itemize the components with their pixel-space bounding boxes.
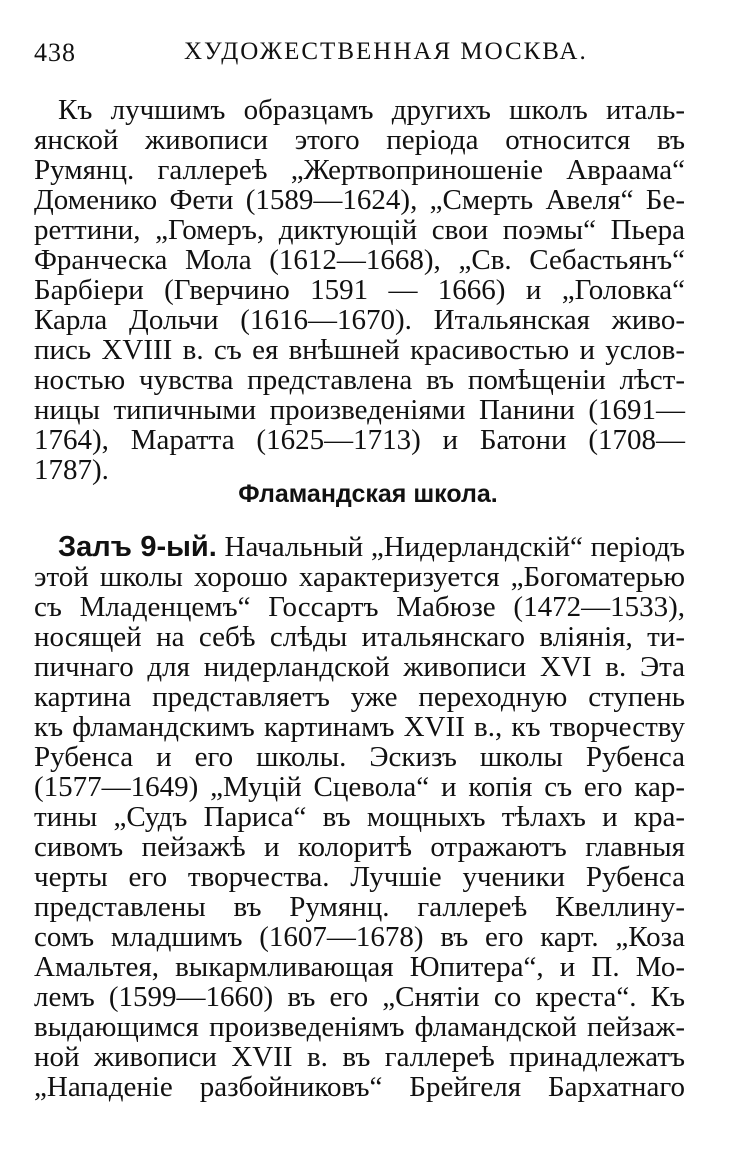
text-line: черты его творчества. Лучшіе ученики Рубенса: [34, 861, 685, 893]
text-line: тины „Судъ Париса“ въ мощныхъ тѣлахъ и кра-: [34, 801, 685, 833]
text-line: Доменико Фети (1589—1624), „Смерть Авеля“ Бе-: [34, 184, 685, 216]
text-line: янской живописи этого періода относится въ: [34, 124, 685, 156]
text-line: 1764), Маратта (1625—1713) и Батони (1708—: [34, 424, 685, 456]
text-line: Румянц. галлереѣ „Жертвоприношеніе Авраама“: [34, 154, 685, 186]
text-line: пичнаго для нидерландской живописи XVI в. Эта: [34, 651, 685, 683]
text-line: сивомъ пейзажѣ и колоритѣ отражаютъ главныя: [34, 831, 685, 863]
text-line: картина представляетъ уже переходную ступень: [34, 681, 685, 713]
section-heading: Фламандская школа.: [238, 480, 498, 508]
page-header: [34, 38, 634, 78]
text-line: (1577—1649) „Муцій Сцевола“ и копія съ его кар-: [34, 771, 685, 803]
text-line: лемъ (1599—1660) въ его „Снятіи со креста“. Къ: [34, 981, 685, 1013]
page-number: 438: [34, 38, 76, 67]
text-line: реттини, „Гомеръ, диктующій свои поэмы“ Пьера: [34, 214, 685, 246]
hall-label: Залъ 9-ый.: [58, 531, 217, 563]
text-line: къ фламандскимъ картинамъ XVII в., къ творчеству: [34, 711, 685, 743]
running-title: ХУДОЖЕСТВЕННАЯ МОСКВА.: [184, 38, 588, 65]
text-line-rest: Начальный „Нидерландскій“ періодъ: [224, 531, 685, 563]
text-line: представлены въ Румянц. галлереѣ Квеллину-: [34, 891, 685, 923]
text-line: выдающимся произведеніямъ фламандской пейзаж-: [34, 1011, 685, 1043]
text-line: Къ лучшимъ образцамъ другихъ школъ италь-: [58, 94, 685, 126]
text-line: „Нападеніе разбойниковъ“ Брейгеля Бархатнаго: [34, 1071, 685, 1103]
text-line: съ Младенцемъ“ Госсартъ Мабюзе (1472—1533),: [34, 591, 685, 623]
text-line: Рубенса и его школы. Эскизъ школы Рубенса: [34, 741, 685, 773]
text-line: носящей на себѣ слѣды итальянскаго вліянія, ти-: [34, 621, 685, 653]
text-line: ницы типичными произведеніями Панини (1691—: [34, 394, 685, 426]
text-line: ностью чувства представлена въ помѣщеніи лѣст-: [34, 364, 685, 396]
text-line: пись XVIII в. съ ея внѣшней красивостью и услов-: [34, 334, 685, 366]
text-line: Барбіери (Гверчино 1591 — 1666) и „Головка“: [34, 274, 685, 306]
text-line-first: [58, 532, 685, 562]
text-line: этой школы хорошо характеризуется „Богоматерью: [34, 561, 685, 593]
text-line: Карла Дольчи (1616—1670). Итальянская живо-: [34, 304, 685, 336]
text-line: ной живописи XVII в. въ галлереѣ принадлежатъ: [34, 1041, 685, 1073]
text-line: Франческа Мола (1612—1668), „Св. Себастьянъ“: [34, 244, 685, 276]
text-line: 1787).: [34, 454, 109, 486]
text-line: сомъ младшимъ (1607—1678) въ его карт. „Коза: [34, 921, 685, 953]
text-line: Амальтея, выкармливающая Юпитера“, и П. Мо-: [34, 951, 685, 983]
